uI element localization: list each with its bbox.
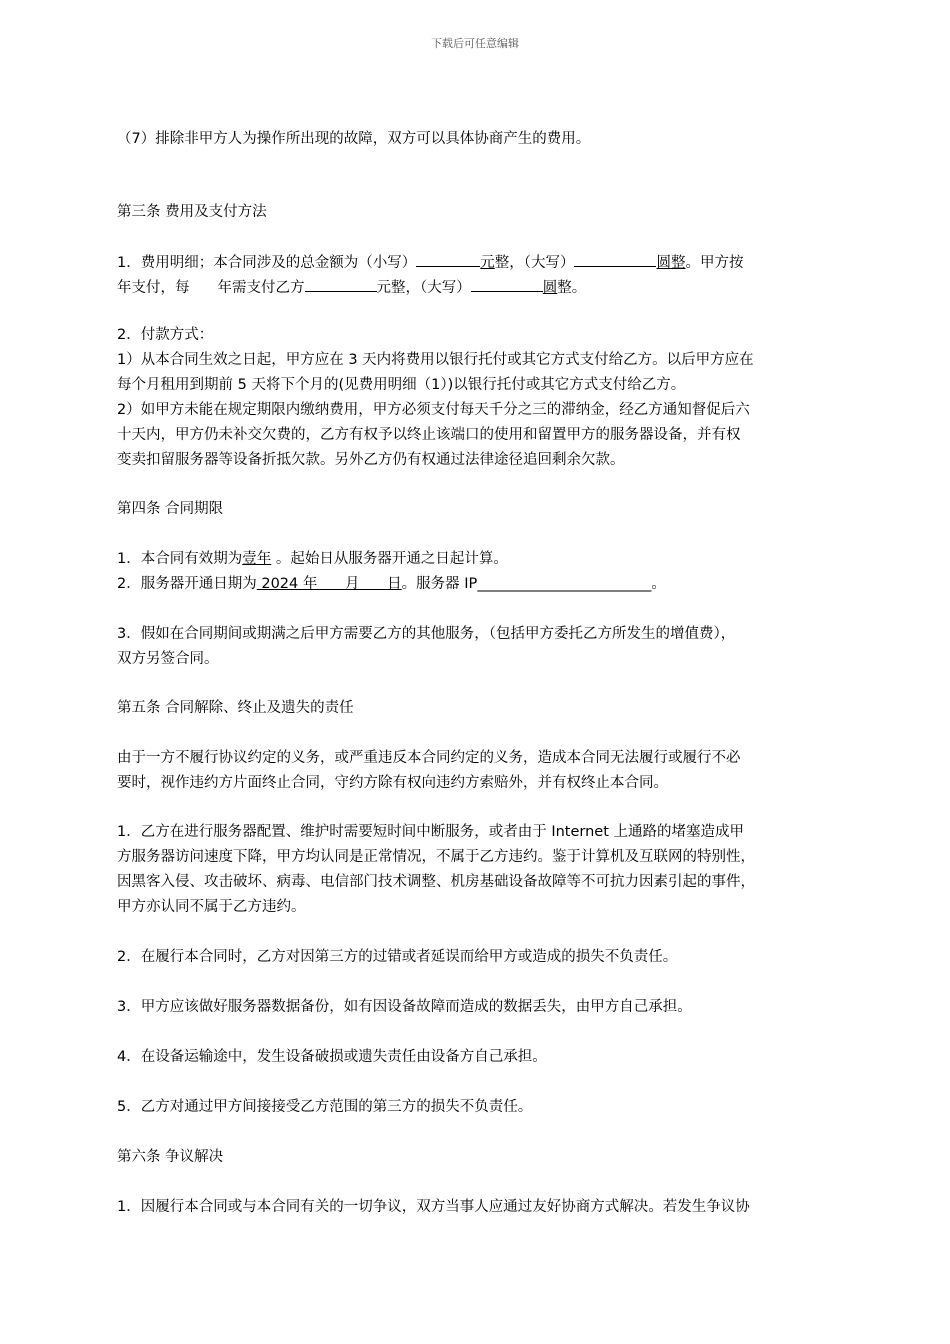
term-duration-value[interactable]: 壹年 (242, 551, 272, 567)
amount-upper-blank[interactable] (574, 249, 656, 267)
fee-detail-line-2: 年支付，每 年需支付乙方 元整，（大写） 圆整。 (117, 274, 586, 301)
section-3-title: 第三条 费用及支付方法 (117, 204, 267, 220)
item-7-text: （7）排除非甲方人为操作所出现的故障，双方可以具体协商产生的费用。 (117, 131, 591, 147)
annual-lower-blank[interactable] (305, 274, 377, 292)
section-5-intro-a: 由于一方不履行协议约定的义务，或严重违反本合同约定的义务，造成本合同无法履行或履行不必 (117, 750, 741, 766)
liability-item-5: 5．乙方对通过甲方间接接受乙方范围的第三方的损失不负责任。 (117, 1099, 533, 1115)
liability-item-3: 3．甲方应该做好服务器数据备份，如有因设备故障而造成的数据丢失，由甲方自己承担。 (117, 999, 692, 1015)
liability-item-1c: 因黑客入侵、攻击破坏、病毒、电信部门技术调整、机房基础设备故障等不可抗力因素引起的事件， (117, 874, 755, 890)
open-date-value[interactable]: 2024 年 月 日 (256, 576, 402, 592)
fee-detail-line-1: 1．费用明细；本合同涉及的总金额为（小写） 元整，（大写） 圆整。甲方按 (117, 249, 743, 276)
annual-upper-blank[interactable] (471, 274, 543, 292)
server-ip-blank[interactable]: ________________________ (477, 576, 652, 592)
payment-method-title: 2．付款方式： (117, 327, 214, 343)
payment-clause-1b: 每个月租用到期前 5 天将下个月的(见费用明细（1）)以银行托付或其它方式支付给乙方。 (117, 377, 686, 393)
term-line-1: 1．本合同有效期为壹年 。起始日从服务器开通之日起计算。 (117, 551, 508, 567)
term-line-3a: 3．假如在合同期间或期满之后甲方需要乙方的其他服务，（包括甲方委托乙方所发生的增值费）， (117, 626, 736, 642)
section-5-title: 第五条 合同解除、终止及遗失的责任 (117, 700, 354, 716)
liability-item-1d: 甲方亦认同不属于乙方违约。 (117, 899, 306, 915)
page-header-watermark: 下载后可任意编辑 (431, 37, 519, 50)
section-4-title: 第四条 合同期限 (117, 501, 224, 517)
liability-item-4: 4．在设备运输途中，发生设备破损或遗失责任由设备方自己承担。 (117, 1049, 547, 1065)
amount-lower-blank[interactable] (416, 249, 480, 267)
section-5-intro-b: 要时，视作违约方片面终止合同，守约方除有权向违约方索赔外，并有权终止本合同。 (117, 775, 668, 791)
payment-clause-1a: 1）从本合同生效之日起，甲方应在 3 天内将费用以银行托付或其它方式支付给乙方。以后甲方应在 (117, 352, 754, 368)
liability-item-1a: 1．乙方在进行服务器配置、维护时需要短时间中断服务，或者由于 Internet 上通路的堵塞造成甲 (117, 824, 745, 840)
term-line-3b: 双方另签合同。 (117, 651, 219, 667)
dispute-item-1: 1．因履行本合同或与本合同有关的一切争议，双方当事人应通过友好协商方式解决。若发生争议协 (117, 1199, 750, 1215)
payment-clause-2b: 十天内，甲方仍未补交欠费的，乙方有权予以终止该端口的使用和留置甲方的服务器设备，并有权 (117, 427, 741, 443)
section-6-title: 第六条 争议解决 (117, 1149, 224, 1165)
liability-item-2: 2．在履行本合同时，乙方对因第三方的过错或者延误而给甲方或造成的损失不负责任。 (117, 949, 678, 965)
payment-clause-2c: 变卖扣留服务器等设备折抵欠款。另外乙方仍有权通过法律途径追回剩余欠款。 (117, 452, 625, 468)
liability-item-1b: 方服务器访问速度下降，甲方均认同是正常情况，不属于乙方违约。鉴于计算机及互联网的特别性， (117, 849, 755, 865)
payment-clause-2a: 2）如甲方未能在规定期限内缴纳费用，甲方必须支付每天千分之三的滞纳金，经乙方通知督促后六 (117, 402, 750, 418)
term-line-2: 2．服务器开通日期为 2024 年 月 日。服务器 IP________________________。 (117, 576, 666, 592)
